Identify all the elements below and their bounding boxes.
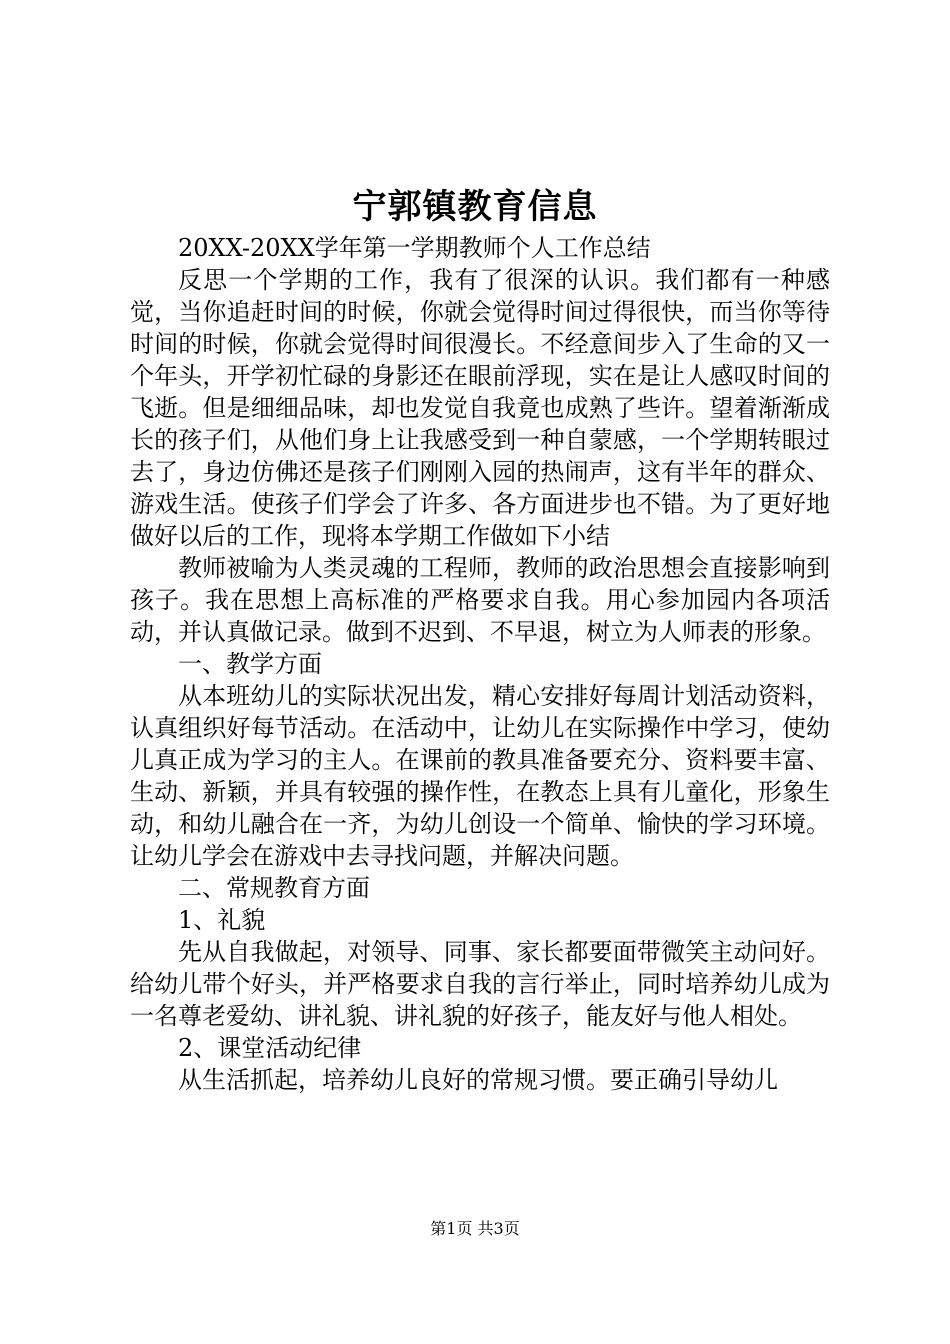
section-heading-routine: 二、常规教育方面 [178, 874, 370, 902]
document-subtitle: 20XX-20XX学年第一学期教师个人工作总结 [178, 234, 651, 262]
paragraph-teaching: 从本班幼儿的实际状况出发，精心安排好每周计划活动资料，认真组织好每节活动。在活动中，让幼儿在实际操作中学习，使幼儿真正成为学习的主人。在课前的教具准备要充分、资料要丰富、生动、新颖，并具有较强的操作性，在教态上具有儿童化，形象生动，和幼儿融合在一齐，为幼儿创设一个简单、愉快的学习环境。让幼儿学会在游戏中去寻找问题，并解决问题。 [130, 682, 830, 870]
section-heading-teaching: 一、教学方面 [178, 650, 322, 678]
subsection-heading-manners: 1、礼貌 [178, 906, 266, 934]
document-title: 宁郭镇教育信息 [352, 187, 598, 227]
subsection-heading-discipline: 2、课堂活动纪律 [178, 1034, 362, 1062]
page-footer: 第1页 共3页 [430, 1219, 520, 1238]
paragraph-ideology: 教师被喻为人类灵魂的工程师，教师的政治思想会直接影响到孩子。我在思想上高标准的严格要求自我。用心参加园内各项活动，并认真做记录。做到不迟到、不早退，树立为人师表的形象。 [130, 554, 830, 646]
document-body [130, 232, 830, 1096]
paragraph-discipline: 从生活抓起，培养幼儿良好的常规习惯。要正确引导幼儿 [178, 1066, 778, 1094]
paragraph-intro: 反思一个学期的工作，我有了很深的认识。我们都有一种感觉，当你追赶时间的时候，你就会觉得时间过得很快，而当你等待时间的时候，你就会觉得时间很漫长。不经意间步入了生命的又一个年头，开学初忙碌的身影还在眼前浮现，实在是让人感叹时间的飞逝。但是细细品味，却也发觉自我竟也成熟了些许。望着渐渐成长的孩子们，从他们身上让我感受到一种自蒙感，一个学期转眼过去了，身边仿佛还是孩子们刚刚入园的热闹声，这有半年的群众、游戏生活。使孩子们学会了许多、各方面进步也不错。为了更好地做好以后的工作，现将本学期工作做如下小结 [130, 266, 830, 550]
paragraph-manners: 先从自我做起，对领导、同事、家长都要面带微笑主动问好。给幼儿带个好头，并严格要求自我的言行举止，同时培养幼儿成为一名尊老爱幼、讲礼貌、讲礼貌的好孩子，能友好与他人相处。 [130, 938, 830, 1030]
